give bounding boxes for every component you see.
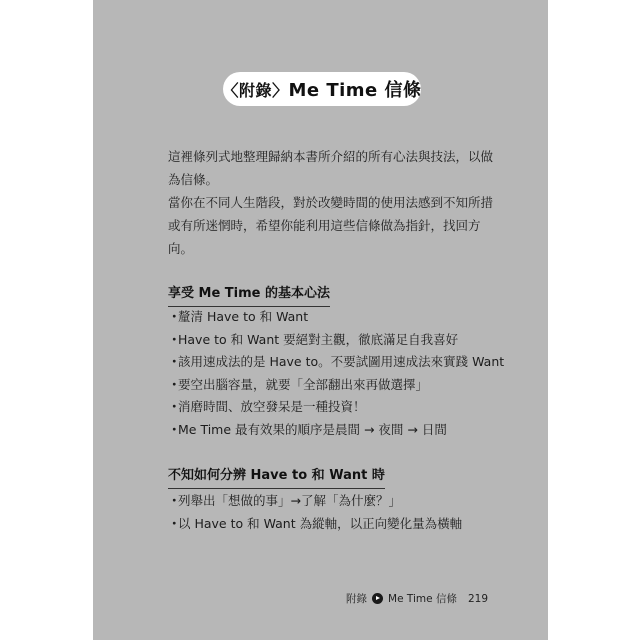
list-item-text: 釐清 Have to 和 Want — [178, 309, 309, 324]
section-heading-basic-principles: 享受 Me Time 的基本心法 — [168, 282, 330, 307]
title-bracket-label: 〈附錄〉 — [222, 80, 289, 100]
list-item — [168, 513, 462, 536]
intro-line: 向。 — [168, 241, 194, 256]
list-item-text: 以 Have to 和 Want 為縱軸，以正向變化量為橫軸 — [178, 515, 463, 531]
section-heading-have-to-vs-want: 不知如何分辨 Have to 和 Want 時 — [168, 464, 385, 489]
intro-line: 或有所迷惘時，希望你能利用這些信條做為指針，找回方 — [168, 218, 481, 233]
list-item — [168, 329, 504, 352]
page-number: 219 — [467, 592, 488, 605]
title-main: Me Time 信條 — [288, 80, 422, 101]
list-item-text: 列舉出「想做的事」→了解「為什麼？」 — [178, 493, 401, 508]
list-item — [168, 419, 504, 442]
play-circle-icon — [372, 593, 383, 604]
list-item — [168, 396, 504, 419]
list-item-text: Have to 和 Want 要絕對主觀，徹底滿足自我喜好 — [178, 331, 459, 347]
list-item-text: 該用速成法的是 Have to。不要試圖用速成法來實踐 Want — [178, 354, 505, 369]
intro-line: 為信條。 — [168, 172, 219, 187]
intro-line: 這裡條列式地整理歸納本書所介紹的所有心法與技法，以做 — [168, 149, 494, 164]
basic-principles-list — [168, 306, 504, 441]
bullet-icon: ・ — [168, 493, 181, 508]
intro-line: 當你在不同人生階段，對於改變時間的使用法感到不知所措 — [168, 195, 494, 210]
footer-chapter-title: Me Time 信條 — [388, 593, 457, 605]
list-item — [168, 374, 504, 397]
footer-section-label: 附錄 — [346, 593, 368, 605]
bullet-icon: ・ — [168, 376, 181, 392]
running-footer — [346, 591, 488, 606]
book-page — [93, 0, 548, 640]
bullet-icon: ・ — [168, 354, 181, 369]
list-item-text: 要空出腦容量，就要「全部翻出來再做選擇」 — [178, 376, 429, 392]
bullet-icon: ・ — [168, 309, 181, 324]
bullet-icon: ・ — [168, 331, 181, 347]
list-item-text: Me Time 最有效果的順序是晨間 → 夜間 → 日間 — [178, 421, 447, 437]
list-item — [168, 351, 504, 374]
bullet-icon: ・ — [168, 421, 181, 437]
bullet-icon: ・ — [168, 515, 181, 531]
bullet-icon: ・ — [168, 399, 181, 414]
list-item-text: 消磨時間、放空發呆是一種投資！ — [178, 399, 366, 414]
page-title — [223, 72, 421, 106]
have-to-vs-want-list — [168, 490, 462, 535]
list-item — [168, 490, 462, 513]
list-item — [168, 306, 504, 329]
intro-paragraph — [168, 145, 498, 260]
